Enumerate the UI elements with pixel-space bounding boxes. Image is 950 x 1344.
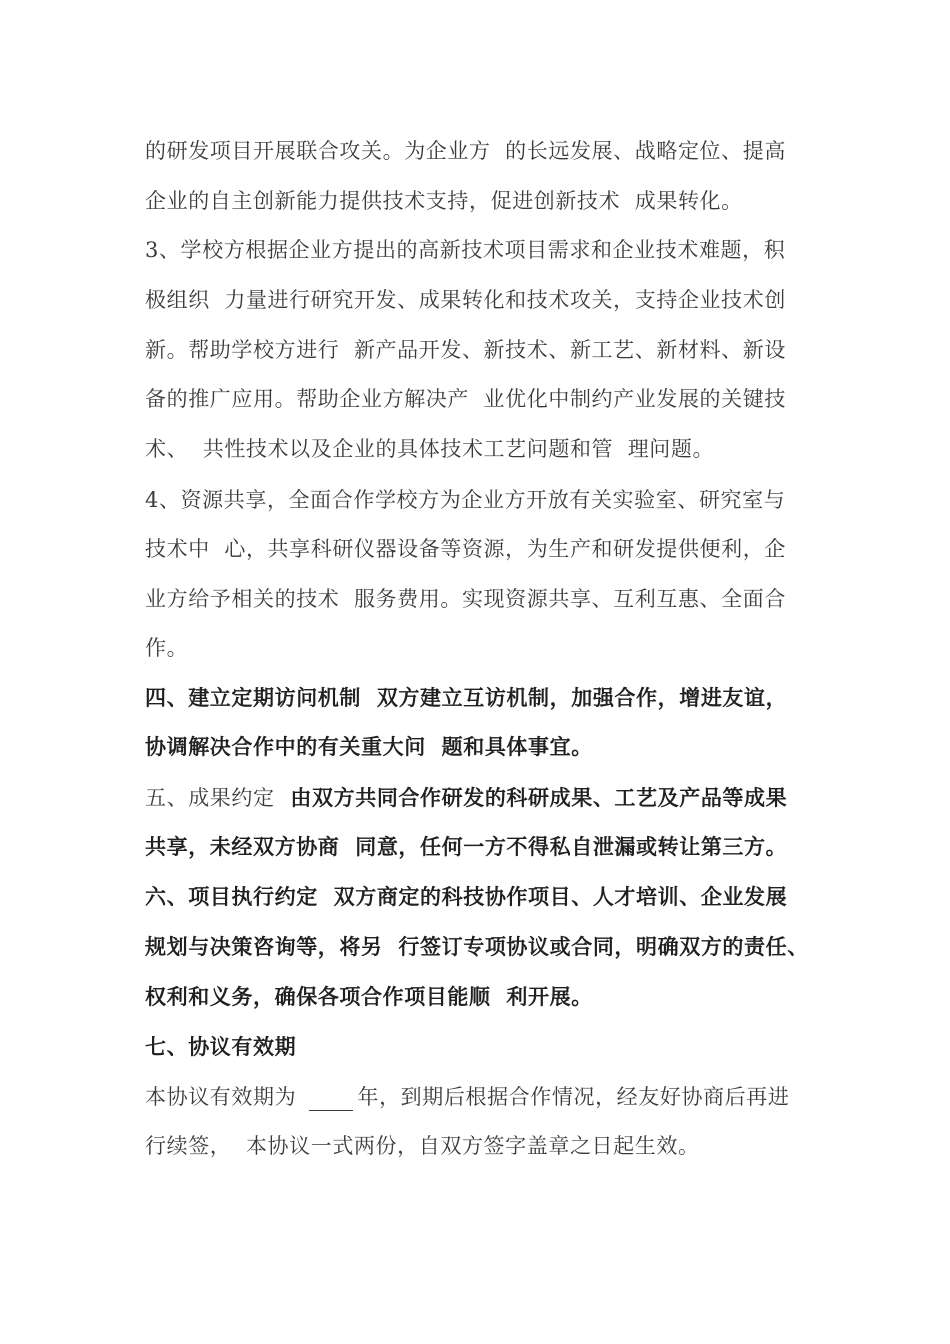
body-line-11: 作。 <box>145 636 189 660</box>
section-6-line-1: 六、项目执行约定 双方商定的科技协作项目、人才培训、企业发展 <box>145 884 788 909</box>
term-years-blank <box>309 1086 353 1111</box>
body-line-2: 企业的自主创新能力提供技术支持，促进创新技术 成果转化。 <box>145 189 743 213</box>
section-7-text-before: 本协议有效期为 <box>145 1085 304 1109</box>
body-line-4: 极组织 力量进行研究开发、成果转化和技术攻关，支持企业技术创 <box>145 288 786 312</box>
section-6-line-3: 权利和义务，确保各项合作项目能顺 利开展。 <box>145 984 593 1009</box>
body-line-6: 备的推广应用。帮助企业方解决产 业优化中制约产业发展的关键技 <box>145 387 786 411</box>
section-7-heading: 七、协议有效期 <box>145 1034 297 1059</box>
section-6-line-2: 规划与决策咨询等，将另 行签订专项协议或合同，明确双方的责任、 <box>145 934 809 959</box>
section-5-heading: 五、成果约定 <box>145 786 275 810</box>
section-7-line-2: 行续签， 本协议一式两份，自双方签字盖章之日起生效。 <box>145 1134 700 1158</box>
section-4-line-1: 四、建立定期访问机制 双方建立互访机制，加强合作，增进友谊， <box>145 685 788 710</box>
section-5-text: 由双方共同合作研发的科研成果、工艺及产品等成果 <box>274 785 788 810</box>
body-line-5: 新。帮助学校方进行 新产品开发、新技术、新工艺、新材料、新设 <box>145 338 786 362</box>
section-5-line-1 <box>145 778 787 818</box>
section-4-line-2: 协调解决合作中的有关重大问 题和具体事宜。 <box>145 734 593 759</box>
section-7-text-after: 年，到期后根据合作情况，经友好协商后再进 <box>357 1085 790 1109</box>
section-7-line-1 <box>145 1077 789 1117</box>
body-line-9: 技术中 心，共享科研仪器设备等资源，为生产和研发提供便利，企 <box>145 537 786 561</box>
body-line-7: 术、 共性技术以及企业的具体技术工艺问题和管 理问题。 <box>145 437 715 461</box>
body-line-8: 4、资源共享，全面合作学校方为企业方开放有关实验室、研究室与 <box>145 488 786 512</box>
body-line-3: 3、学校方根据企业方提出的高新技术项目需求和企业技术难题，积 <box>145 238 786 262</box>
section-5-line-2: 共享，未经双方协商 同意，任何一方不得私自泄漏或转让第三方。 <box>145 834 788 859</box>
body-line-10: 业方给予相关的技术 服务费用。实现资源共享、互利互惠、全面合 <box>145 587 786 611</box>
body-line-1: 的研发项目开展联合攻关。为企业方 的长远发展、战略定位、提高 <box>145 139 786 163</box>
